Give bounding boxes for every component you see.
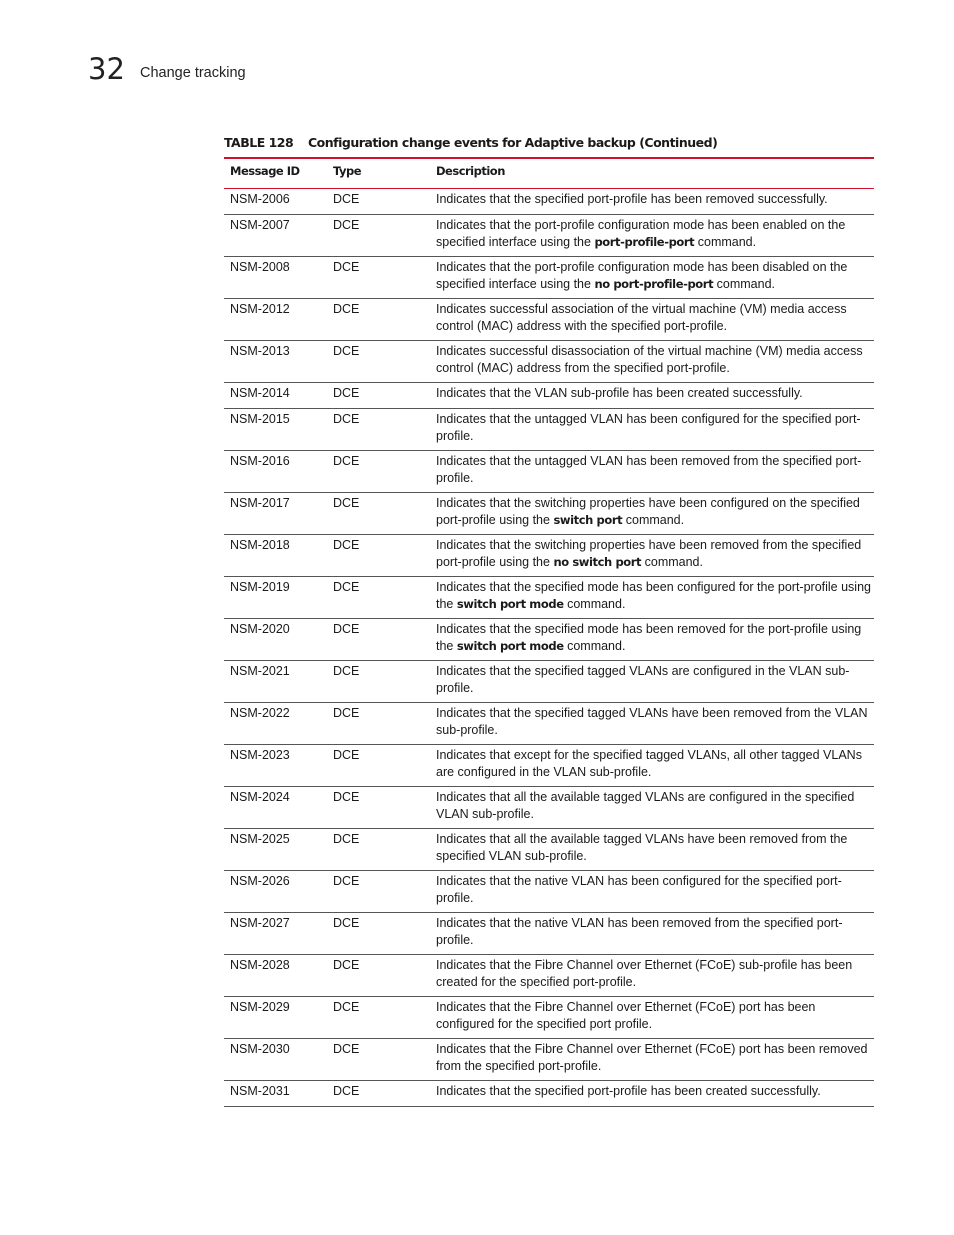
type-cell: DCE	[333, 622, 360, 636]
table-row	[224, 409, 874, 451]
table-row	[224, 703, 874, 745]
type-cell: DCE	[333, 748, 360, 762]
type-cell: DCE	[333, 496, 360, 510]
description-cell	[430, 619, 874, 660]
description-cell: Indicates that the Fibre Channel over Ethernet (FCoE) sub-profile has been created for the specified port-profile.	[436, 958, 853, 989]
description-text: Indicates that the specified mode has been configured for the port-profile using the	[436, 580, 871, 611]
type-cell: DCE	[333, 454, 360, 468]
description-cell: Indicates that the specified tagged VLANs have been removed from the VLAN sub-profile.	[436, 706, 868, 737]
description-text: Indicates that the port-profile configuration mode has been enabled on the specified interface using the	[436, 218, 846, 249]
description-cell: Indicates successful disassociation of the virtual machine (VM) media access control (MAC) address from the specified port-profile.	[436, 344, 863, 375]
message-id-cell: NSM-2025	[230, 832, 290, 846]
description-cell: Indicates that the Fibre Channel over Ethernet (FCoE) port has been removed from the specified port-profile.	[436, 1042, 868, 1073]
type-cell: DCE	[333, 386, 360, 400]
description-cell	[430, 493, 874, 534]
description-text: command.	[713, 276, 776, 291]
message-id-cell: NSM-2013	[230, 344, 290, 358]
table-row	[224, 745, 874, 787]
message-id-cell: NSM-2023	[230, 748, 290, 762]
table-row	[224, 787, 874, 829]
message-id-cell: NSM-2029	[230, 1000, 290, 1014]
config-change-events-table	[224, 157, 874, 1107]
table-row	[224, 829, 874, 871]
type-cell: DCE	[333, 790, 360, 804]
description-text: command.	[563, 596, 626, 611]
description-cell	[430, 257, 874, 298]
table-row	[224, 299, 874, 341]
message-id-cell: NSM-2028	[230, 958, 290, 972]
table-title: Configuration change events for Adaptive backup (Continued)	[308, 135, 718, 150]
description-text: Indicates that the switching properties have been removed from the specified port-profile using the	[436, 538, 862, 569]
description-cell	[430, 215, 874, 256]
table-row	[224, 661, 874, 703]
type-cell: DCE	[333, 412, 360, 426]
message-id-cell: NSM-2006	[230, 192, 290, 206]
message-id-cell: NSM-2021	[230, 664, 290, 678]
message-id-cell: NSM-2008	[230, 260, 290, 274]
table-row	[224, 1081, 874, 1107]
type-cell: DCE	[333, 874, 360, 888]
description-cell: Indicates that the specified tagged VLANs are configured in the VLAN sub-profile.	[436, 664, 850, 695]
chapter-title: Change tracking	[140, 65, 246, 81]
table-row	[224, 913, 874, 955]
type-cell: DCE	[333, 1042, 360, 1056]
message-id-cell: NSM-2012	[230, 302, 290, 316]
type-cell: DCE	[333, 958, 360, 972]
table-row	[224, 577, 874, 619]
description-text: command.	[563, 638, 626, 653]
description-cell: Indicates successful association of the virtual machine (VM) media access control (MAC) address with the specified port-profile.	[436, 302, 847, 333]
description-text: Indicates that the specified mode has been removed for the port-profile using the	[436, 622, 862, 653]
description-cell: Indicates that the VLAN sub-profile has been created successfully.	[436, 386, 803, 400]
description-cell: Indicates that the untagged VLAN has been removed from the specified port-profile.	[436, 454, 862, 485]
column-header-description: Description	[436, 164, 505, 178]
table-row	[224, 619, 874, 661]
command-name: port-profile-port	[594, 234, 695, 249]
description-cell: Indicates that the specified port-profile has been created successfully.	[436, 1084, 821, 1098]
type-cell: DCE	[333, 192, 360, 206]
table-caption	[224, 135, 874, 150]
message-id-cell: NSM-2019	[230, 580, 290, 594]
description-cell: Indicates that all the available tagged VLANs have been removed from the specified VLAN sub-profile.	[436, 832, 848, 863]
description-text: command.	[622, 512, 685, 527]
table-row	[224, 257, 874, 299]
type-cell: DCE	[333, 580, 360, 594]
table-row	[224, 997, 874, 1039]
description-cell: Indicates that all the available tagged VLANs are configured in the specified VLAN sub-profile.	[436, 790, 855, 821]
type-cell: DCE	[333, 832, 360, 846]
table-row	[224, 535, 874, 577]
type-cell: DCE	[333, 302, 360, 316]
table-row	[224, 189, 874, 215]
type-cell: DCE	[333, 1084, 360, 1098]
description-cell: Indicates that except for the specified tagged VLANs, all other tagged VLANs are configured in the VLAN sub-profile.	[436, 748, 862, 779]
message-id-cell: NSM-2007	[230, 218, 290, 232]
description-cell: Indicates that the native VLAN has been removed from the specified port-profile.	[436, 916, 843, 947]
type-cell: DCE	[333, 538, 360, 552]
type-cell: DCE	[333, 260, 360, 274]
description-text: Indicates that the switching properties have been configured on the specified port-profile using the	[436, 496, 860, 527]
description-text: command.	[694, 234, 757, 249]
message-id-cell: NSM-2016	[230, 454, 290, 468]
message-id-cell: NSM-2027	[230, 916, 290, 930]
message-id-cell: NSM-2017	[230, 496, 290, 510]
description-text: Indicates that the port-profile configuration mode has been disabled on the specified interface using the	[436, 260, 848, 291]
command-name: no switch port	[553, 554, 642, 569]
table-row	[224, 215, 874, 257]
description-cell: Indicates that the untagged VLAN has been configured for the specified port-profile.	[436, 412, 861, 443]
table-row	[224, 1039, 874, 1081]
table-row	[224, 451, 874, 493]
type-cell: DCE	[333, 218, 360, 232]
message-id-cell: NSM-2030	[230, 1042, 290, 1056]
type-cell: DCE	[333, 664, 360, 678]
column-header-message-id: Message ID	[230, 164, 300, 178]
command-name: switch port	[553, 512, 623, 527]
message-id-cell: NSM-2026	[230, 874, 290, 888]
message-id-cell: NSM-2015	[230, 412, 290, 426]
message-id-cell: NSM-2018	[230, 538, 290, 552]
chapter-number: 32	[88, 52, 125, 86]
description-cell: Indicates that the Fibre Channel over Ethernet (FCoE) port has been configured for the specified port profile.	[436, 1000, 816, 1031]
description-cell: Indicates that the native VLAN has been configured for the specified port-profile.	[436, 874, 842, 905]
table-row	[224, 955, 874, 997]
table-row	[224, 493, 874, 535]
description-cell	[430, 577, 874, 618]
command-name: switch port mode	[456, 638, 564, 653]
column-header-type: Type	[333, 164, 362, 178]
description-cell	[430, 535, 874, 576]
command-name: no port-profile-port	[594, 276, 714, 291]
message-id-cell: NSM-2031	[230, 1084, 290, 1098]
description-text: command.	[641, 554, 703, 569]
table-row	[224, 341, 874, 383]
description-cell: Indicates that the specified port-profile has been removed successfully.	[436, 192, 828, 206]
table-label: TABLE 128	[224, 135, 294, 150]
type-cell: DCE	[333, 916, 360, 930]
message-id-cell: NSM-2014	[230, 386, 290, 400]
type-cell: DCE	[333, 1000, 360, 1014]
message-id-cell: NSM-2024	[230, 790, 290, 804]
command-name: switch port mode	[456, 596, 564, 611]
type-cell: DCE	[333, 706, 360, 720]
type-cell: DCE	[333, 344, 360, 358]
table-row	[224, 383, 874, 409]
table-header-row	[224, 159, 874, 189]
table-row	[224, 871, 874, 913]
message-id-cell: NSM-2020	[230, 622, 290, 636]
message-id-cell: NSM-2022	[230, 706, 290, 720]
